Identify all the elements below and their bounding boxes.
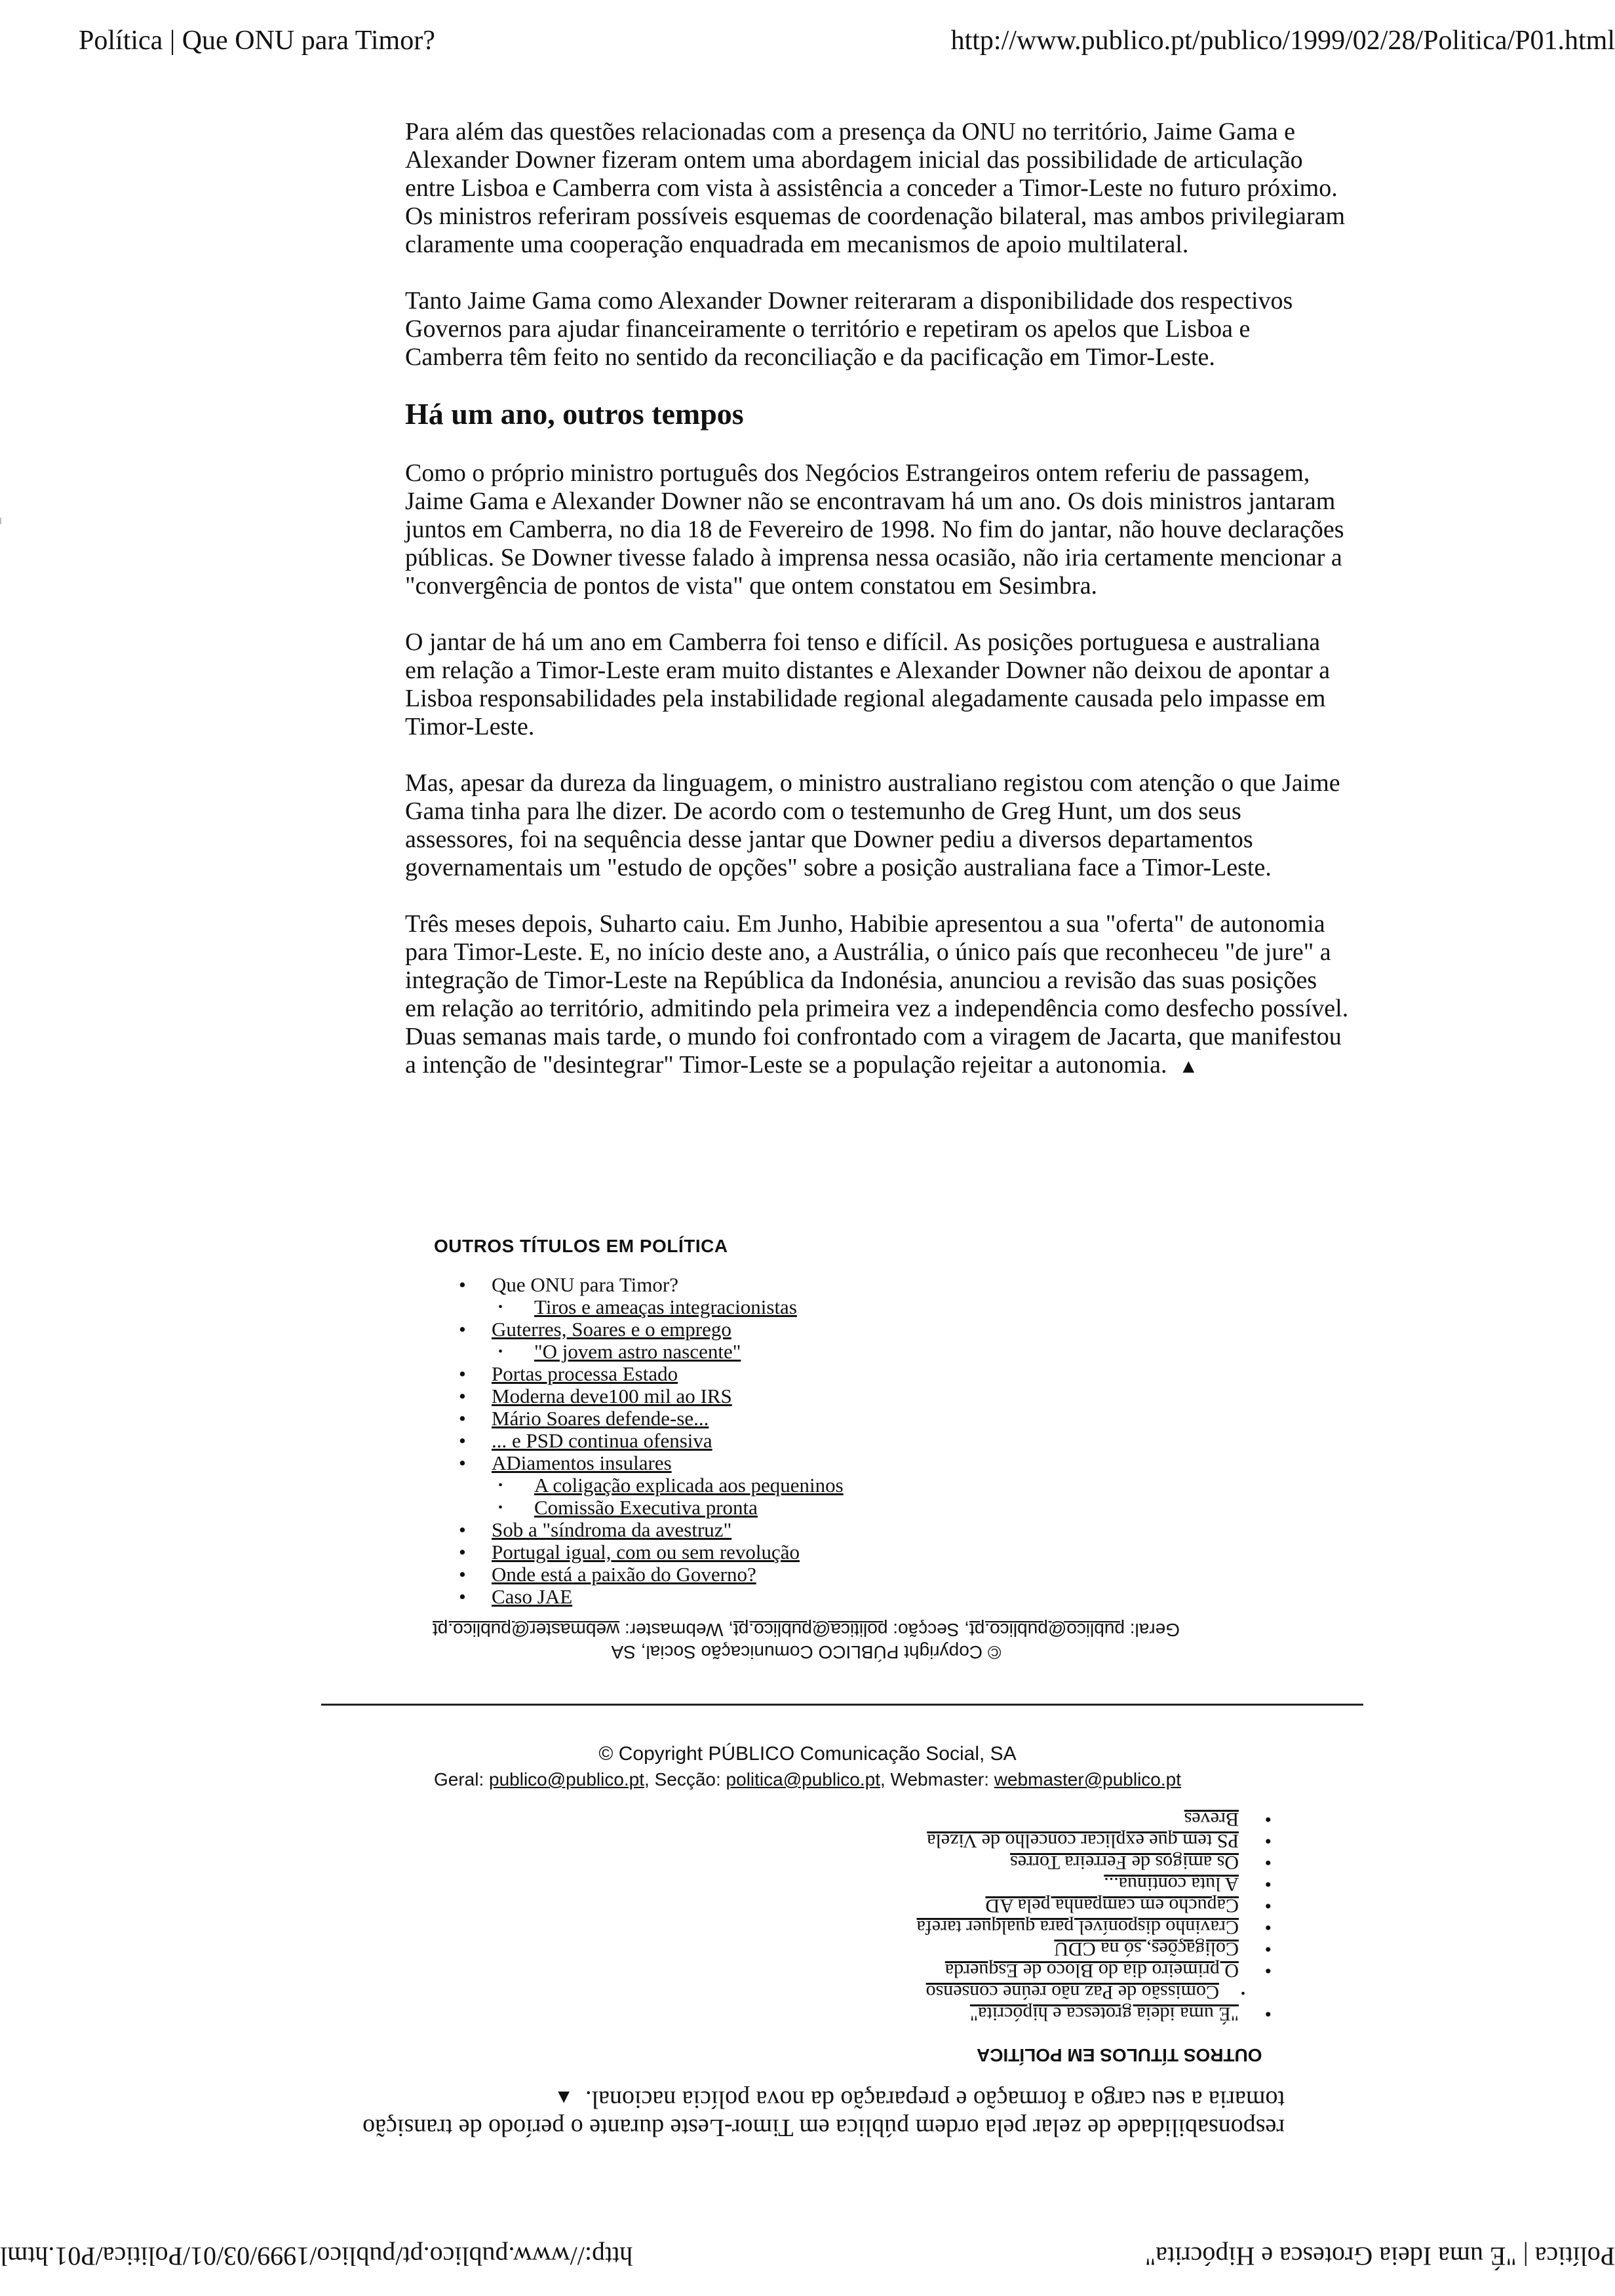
end-triangle-icon: ▲ (554, 2087, 574, 2109)
contact-prefix: Geral: (1124, 1620, 1180, 1640)
outros-title-link[interactable]: Caso JAE (492, 1585, 573, 1608)
outros-titulos-list (459, 1274, 844, 1608)
outros-titulos-heading: OUTROS TÍTULOS EM POLÍTICA (434, 1236, 728, 1256)
flipped-list-item (813, 1895, 1272, 1917)
contact-prefix: Geral: (433, 1769, 490, 1789)
page-header-title: Política | Que ONU para Timor? (79, 26, 435, 56)
flipped-footer-left: Política | "É uma Ideia Grotesca e Hipócrita" (1144, 2242, 1615, 2271)
contact-line (0, 1769, 1615, 1790)
article-paragraph: Como o próprio ministro português dos Negócios Estrangeiros ontem referiu de passagem, Jaime Gama e Alexander Downer não se encontravam há um ano. Os dois ministros jantaram juntos em Camberra, no dia 18 de Fevereiro de 1998. No fim do jantar, não houve declarações públicas. Se Downer tivesse falado à imprensa nessa ocasião, não iria certamente mencionar a "convergência de pontos de vista" que ontem constatou em Sesimbra. (405, 459, 1344, 600)
article-paragraph: O jantar de há um ano em Camberra foi tenso e difícil. As posições portuguesa e australiana em relação a Timor-Leste eram muito distantes e Alexander Downer não deixou de apontar a Lisboa responsabilidades pela instabilidade regional alegadamente causada pelo impasse em Timor-Leste. (405, 628, 1331, 740)
outros-title-link[interactable]: Comissão Executiva pronta (534, 1496, 758, 1519)
divider (321, 1704, 1363, 1706)
flipped-footer-right: http://www.publico.pt/publico/1999/03/01/Politica/P01.html (0, 2242, 633, 2271)
flipped-title-link[interactable]: Capucho em campanha pela AD (985, 1895, 1239, 1917)
page-header-url: http://www.publico.pt/publico/1999/02/28/Politica/P01.html (950, 26, 1615, 56)
flipped-contact-line (406, 1618, 1206, 1641)
outros-title-link[interactable]: A coligação explicada aos pequeninos (534, 1474, 844, 1497)
outros-title-link[interactable]: Onde está a paixão do Governo? (492, 1563, 756, 1586)
flipped-outros-heading: OUTROS TÍTULOS EM POLÍTICA (977, 2045, 1262, 2065)
webmaster-email-link[interactable]: webmaster@publico.pt (994, 1769, 1181, 1789)
flipped-list-item (813, 1917, 1272, 1938)
article-paragraph: Para além das questões relacionadas com a presença da ONU no território, Jaime Gama e Alexander Downer fizeram ontem uma abordagem inicial das possibilidade de articulação entre Lisboa e Camberra com vista à assistência a conceder a Timor-Leste no futuro próximo. Os ministros referiram possíveis esquemas de coordenação bilateral, mas ambos privilegiaram claramente uma cooperação enquadrada em mecanismos de apoio multilateral. (405, 118, 1346, 258)
flipped-title-link[interactable]: A luta continua... (1104, 1873, 1239, 1895)
article-paragraph: Tanto Jaime Gama como Alexander Downer reiteraram a disponibilidade dos respectivos Governos para ajudar financeiramente o território e repetiram os apelos que Lisboa e Camberra têm feito no sentido da reconciliação e da pacificação em Timor-Leste. (405, 287, 1293, 371)
flipped-list-item (813, 1960, 1272, 1981)
flipped-title-link[interactable]: Os amigos de Ferreira Torres (1010, 1852, 1239, 1873)
outros-title-link[interactable]: Portas processa Estado (492, 1362, 678, 1385)
flipped-list-item (813, 2003, 1272, 2025)
outros-list-item (459, 1519, 844, 1541)
flipped-list-item (813, 1808, 1272, 1830)
seccao-prefix: , Secção: (887, 1620, 969, 1640)
seccao-email-link[interactable]: politica@publico.pt (726, 1769, 880, 1789)
outros-list-item (459, 1407, 844, 1430)
flipped-title-link[interactable]: Comissão de Paz não reúne consenso (925, 1981, 1219, 2003)
flipped-title-link[interactable]: Cravinho disponível para qualquer tarefa (916, 1917, 1239, 1938)
outros-list-item (459, 1385, 844, 1407)
outros-title-link[interactable]: Portugal igual, com ou sem revolução (492, 1540, 800, 1563)
outros-list-item (459, 1274, 844, 1296)
flipped-list-item (813, 1938, 1272, 1960)
webmaster-prefix: , Webmaster: (880, 1769, 994, 1789)
flipped-title-link[interactable]: PS tem que explicar concelho de Vizela (927, 1830, 1239, 1852)
outros-list-item (459, 1497, 844, 1519)
outros-title-link[interactable]: ADiamentos insulares (492, 1451, 672, 1474)
flipped-list-item (813, 1873, 1272, 1895)
outros-title-link[interactable]: Tiros e ameaças integracionistas (534, 1295, 797, 1318)
outros-title-link[interactable]: "O jovem astro nascente" (534, 1340, 741, 1363)
flipped-list-item (813, 1830, 1272, 1852)
outros-list-item (459, 1563, 844, 1586)
outros-list-item (459, 1341, 844, 1363)
flipped-list-item (813, 1852, 1272, 1873)
flipped-title-link[interactable]: "É uma ideia grotesca e hipócrita" (969, 2003, 1239, 2025)
outros-list-item (459, 1296, 844, 1318)
outros-title-link[interactable]: Mário Soares defende-se... (492, 1407, 709, 1430)
webmaster-email-link[interactable]: webmaster@publico.pt (433, 1620, 620, 1640)
flipped-paragraph (321, 2084, 1285, 2141)
outros-list-item (459, 1430, 844, 1452)
outros-list-item (459, 1541, 844, 1563)
webmaster-prefix: , Webmaster: (619, 1620, 733, 1640)
outros-title-link[interactable]: Guterres, Soares e o emprego (492, 1318, 731, 1341)
flipped-list-item (813, 1981, 1272, 2003)
copyright-text: © Copyright PÚBLICO Comunicação Social, SA (598, 1743, 1017, 1765)
margin-mark (0, 518, 5, 524)
article-subheading: Há um ano, outros tempos (405, 397, 744, 430)
outros-list-item (459, 1586, 844, 1608)
article-paragraph: Três meses depois, Suharto caiu. Em Junho, Habibie apresentou a sua "oferta" de autonomia para Timor-Leste. E, no início deste ano, a Austrália, o único país que reconheceu "de jure" a integração de Timor-Leste na República da Indonésia, anunciou a revisão das suas posições em relação ao território, admitindo pela primeira vez a independência como desfecho possível. Duas semanas mais tarde, o mundo foi confrontado com a viragem de Jacarta, que manifestou a intenção de "desintegrar" Timor-Leste se a população rejeitar a autonomia. (405, 910, 1349, 1079)
outros-list-item (459, 1452, 844, 1474)
article-body (405, 118, 1349, 1109)
seccao-prefix: , Secção: (644, 1769, 726, 1789)
outros-title-link[interactable]: Sob a "síndroma da avestruz" (492, 1518, 732, 1541)
end-triangle-icon: ▲ (1178, 1056, 1199, 1077)
flipped-title-link[interactable]: O primeiro dia do Bloco de Esquerda (944, 1960, 1239, 1981)
outros-list-item (459, 1474, 844, 1497)
geral-email-link[interactable]: publico@publico.pt (489, 1769, 645, 1789)
article-paragraph-last (405, 910, 1349, 1081)
flipped-copyright-text: © Copyright PÚBLICO Comunicação Social, SA (611, 1642, 1002, 1662)
article-paragraph: Mas, apesar da dureza da linguagem, o ministro australiano registou com atenção o que Jaime Gama tinha para lhe dizer. De acordo com o testemunho de Greg Hunt, um dos seus assessores, foi na sequência desse jantar que Downer pediu a diversos departamentos governamentais um "estudo de opções" sobre a posição australiana face a Timor-Leste. (405, 769, 1340, 881)
geral-email-link[interactable]: publico@publico.pt (969, 1620, 1125, 1640)
outros-title-current: Que ONU para Timor? (492, 1273, 678, 1296)
flipped-outros-list (813, 1808, 1272, 2025)
flipped-list-block (813, 1808, 1272, 2025)
flipped-title-link[interactable]: Coligações, só na CDU (1054, 1938, 1239, 1960)
flipped-title-link[interactable]: Breves (1184, 1808, 1239, 1830)
flipped-body-text: responsabilidade de zelar pela ordem pública em Timor-Leste durante o período de transição tomaria a seu cargo a formação e preparação da nova polícia nacional. (362, 2086, 1285, 2141)
outros-title-link[interactable]: Moderna deve100 mil ao IRS (492, 1385, 732, 1407)
outros-list-item (459, 1363, 844, 1385)
seccao-email-link[interactable]: politica@publico.pt (733, 1620, 888, 1640)
outros-list-item (459, 1318, 844, 1341)
flipped-copyright-block (406, 1618, 1206, 1663)
outros-title-link[interactable]: ... e PSD continua ofensiva (492, 1429, 712, 1452)
